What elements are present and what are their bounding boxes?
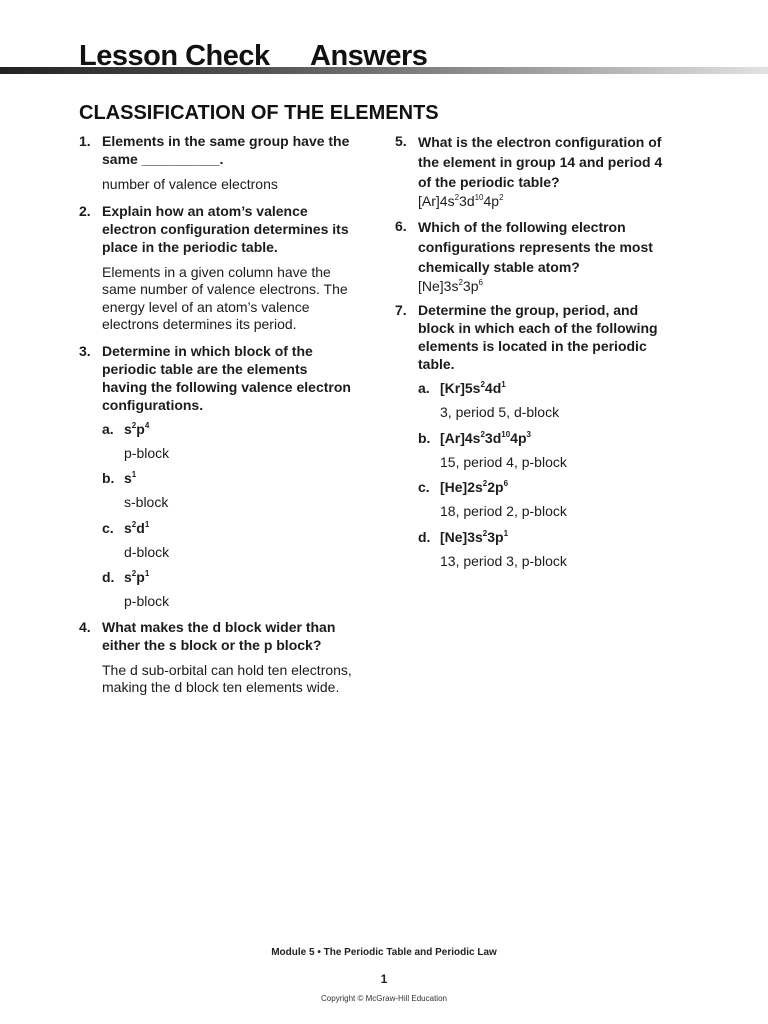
question-1 — [79, 132, 354, 194]
question-text: Which of the following electron configurations represents the most chemically stable atom? — [418, 218, 653, 275]
question-7 — [395, 301, 670, 570]
answer-text: p-block — [124, 593, 170, 609]
subquestion-label: b. — [102, 470, 115, 486]
question-text: Elements in the same group have the same __________. — [102, 133, 350, 167]
electron-configuration: $s^2p^1$ — [124, 569, 150, 585]
subquestion-3a — [102, 420, 354, 463]
subquestion-7c — [418, 478, 670, 521]
superscript: 10 — [474, 193, 484, 202]
question-text: What makes the d block wider than either the s block or the p block? — [102, 618, 336, 653]
superscript: 2 — [482, 479, 488, 488]
page-header — [0, 0, 768, 80]
superscript: 1 — [144, 569, 150, 578]
electron-configuration: $[Ne]3s^23p^1$ — [440, 528, 509, 545]
answer-text: 13, period 3, p-block — [440, 552, 567, 569]
subquestion-label: d. — [418, 528, 431, 545]
answer-text: s-block — [124, 494, 169, 510]
superscript: 2 — [499, 193, 504, 202]
superscript: 10 — [501, 429, 511, 439]
answer-text: 18, period 2, p-block — [440, 503, 567, 519]
subquestion-label: a. — [102, 420, 114, 437]
superscript: 2 — [131, 569, 137, 578]
subquestion-7b — [418, 429, 670, 472]
question-number: 2. — [79, 202, 91, 219]
question-4 — [79, 618, 354, 697]
subquestion-label: c. — [102, 519, 114, 536]
electron-configuration: $[Ar]4s^23d^{10}4p^3$ — [440, 429, 531, 446]
question-number: 1. — [79, 133, 91, 149]
answer-configuration: $[Ne]3s^23p^6$ — [418, 277, 483, 294]
answer-text: 15, period 4, p-block — [440, 453, 567, 470]
superscript: 2 — [131, 420, 137, 430]
superscript: 2 — [131, 519, 137, 529]
question-text: Explain how an atom’s valence electron configuration determines its place in the periodic table. — [102, 202, 349, 255]
answer-text: d-block — [124, 543, 170, 560]
answer-text: p-block — [124, 444, 170, 461]
header-subtitle: Answers — [310, 40, 428, 72]
subquestion-7d — [418, 528, 670, 571]
question-number: 7. — [395, 302, 407, 318]
superscript: 6 — [503, 479, 509, 488]
right-column — [395, 132, 670, 577]
superscript: 2 — [454, 193, 460, 202]
question-number: 5. — [395, 133, 407, 149]
question-number: 4. — [79, 618, 91, 635]
superscript: 1 — [131, 470, 137, 479]
superscript: 3 — [526, 429, 531, 439]
subquestion-label: b. — [418, 429, 431, 446]
subquestion-3c — [102, 519, 354, 562]
answer-text: number of valence electrons — [102, 176, 278, 192]
footer-module: Module 5 • The Periodic Table and Periodic Law — [271, 947, 497, 958]
superscript: 2 — [482, 528, 488, 538]
page-number: 1 — [380, 972, 388, 986]
copyright-notice: Copyright © McGraw-Hill Education — [321, 994, 447, 1003]
subquestion-7a — [418, 379, 670, 422]
question-text: Determine in which block of the periodic table are the elements having the following valence electron configurations. — [102, 342, 351, 413]
subquestion-label: a. — [418, 380, 430, 396]
subquestion-3b — [102, 469, 354, 512]
header-title: Lesson Check — [79, 40, 270, 72]
answer-text: Elements in a given column have the same number of valence electrons. The energy level of an atom’s valence electrons determines its period. — [102, 263, 348, 332]
answer-configuration: $[Ar]4s^23d^{10}4p^2$ — [418, 193, 504, 209]
superscript: 2 — [458, 277, 463, 287]
superscript: 1 — [503, 528, 509, 538]
electron-configuration: $s^2d^1$ — [124, 519, 150, 536]
superscript: 2 — [480, 380, 485, 389]
question-3 — [79, 342, 354, 611]
subquestion-label: c. — [418, 479, 430, 495]
question-number: 3. — [79, 342, 91, 359]
electron-configuration: $s^1$ — [124, 470, 137, 486]
subquestion-3d — [102, 568, 354, 611]
left-column — [79, 132, 354, 705]
superscript: 2 — [480, 429, 485, 439]
electron-configuration: $[He]2s^22p^6$ — [440, 479, 509, 495]
electron-configuration: $s^2p^4$ — [124, 420, 150, 437]
answer-text: The d sub-orbital can hold ten electrons, making the d block ten elements wide. — [102, 661, 352, 695]
superscript: 1 — [501, 380, 506, 389]
section-title: CLASSIFICATION OF THE ELEMENTS — [79, 102, 439, 124]
question-text: What is the electron configuration of the element in group 14 and period 4 of the periodic table? — [418, 134, 663, 190]
question-2 — [79, 202, 354, 334]
superscript: 4 — [144, 420, 150, 430]
superscript: 1 — [144, 519, 150, 529]
question-6 — [395, 217, 670, 296]
answer-text: 3, period 5, d-block — [440, 404, 560, 420]
question-number: 6. — [395, 217, 407, 234]
subquestion-label: d. — [102, 569, 115, 585]
superscript: 6 — [478, 277, 483, 287]
electron-configuration: $[Kr]5s^24d^1$ — [440, 380, 506, 396]
question-5 — [395, 132, 670, 211]
question-text: Determine the group, period, and block in which each of the following elements is located in the periodic table. — [418, 302, 658, 372]
